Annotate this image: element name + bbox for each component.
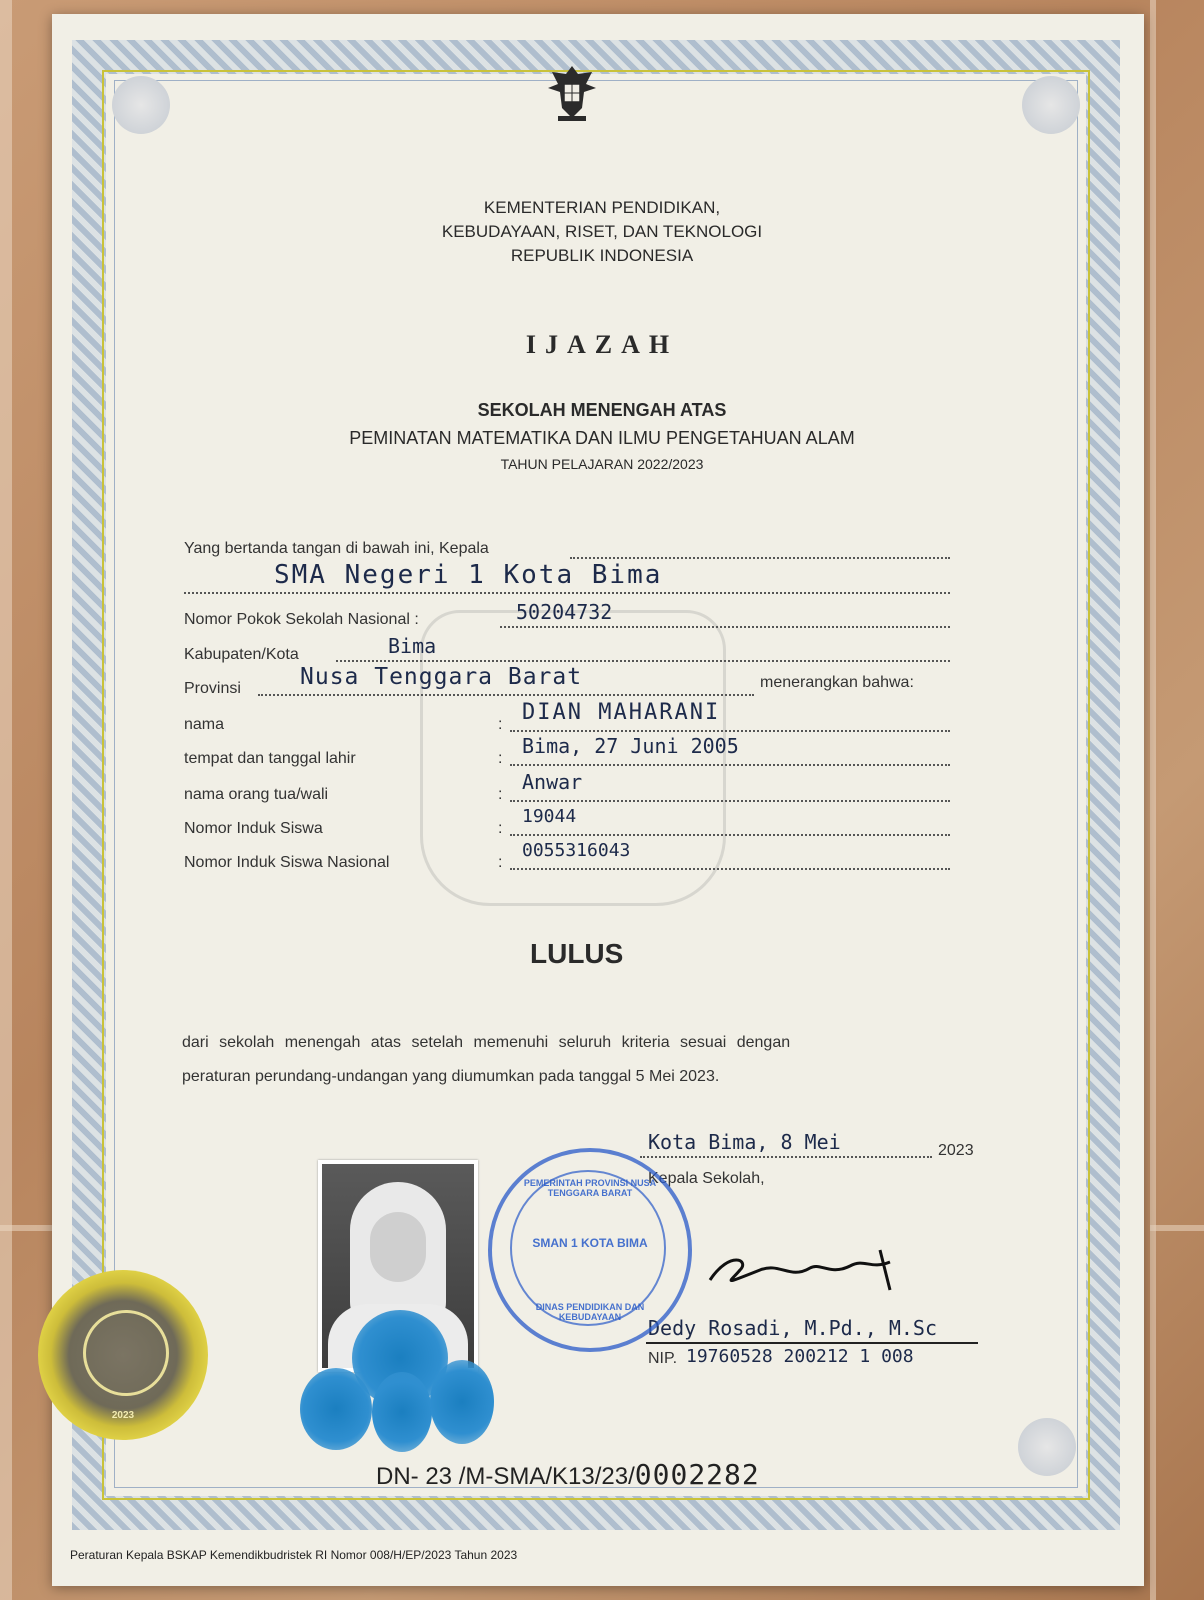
dotted-line <box>640 1156 932 1158</box>
serial-number <box>376 1458 760 1491</box>
nisn-value: 0055316043 <box>522 840 631 861</box>
colon: : <box>498 750 503 767</box>
handwritten-signature <box>690 1240 930 1300</box>
colon: : <box>498 786 503 803</box>
nisn-label: Nomor Induk Siswa Nasional <box>184 854 390 871</box>
statement-text: menerangkan bahwa: <box>760 674 914 691</box>
name-underline <box>646 1342 978 1344</box>
serial-digits: 0002282 <box>634 1458 760 1491</box>
ministry-line-3: REPUBLIK INDONESIA <box>510 246 694 265</box>
nip-value: 19760528 200212 1 008 <box>686 1346 914 1367</box>
dotted-line <box>510 764 950 766</box>
dotted-line <box>184 592 950 594</box>
garuda-emblem-icon <box>542 62 602 124</box>
academic-year: TAHUN PELAJARAN 2022/2023 <box>500 456 704 472</box>
fingerprint-mark <box>430 1360 494 1444</box>
province-label: Provinsi <box>184 680 241 697</box>
tut-wuri-handayani-watermark <box>420 610 726 906</box>
graduation-status: LULUS <box>530 938 624 969</box>
program-name: PEMINATAN MATEMATIKA DAN ILMU PENGETAHUAN ALAM <box>349 428 855 448</box>
school-level: SEKOLAH MENENGAH ATAS <box>477 400 727 420</box>
principal-role: Kepala Sekolah, <box>648 1170 765 1187</box>
nip-label: NIP. <box>648 1350 678 1367</box>
dotted-line <box>510 730 950 732</box>
dotted-line <box>510 868 950 870</box>
dotted-line <box>510 800 950 802</box>
tile-grout-right-h <box>1150 1225 1204 1231</box>
student-name-value: DIAN MAHARANI <box>522 700 721 725</box>
colon: : <box>498 716 503 733</box>
school-name-value: SMA Negeri 1 Kota Bima <box>274 560 663 590</box>
dotted-line <box>336 660 950 662</box>
city-label: Kabupaten/Kota <box>184 646 299 663</box>
name-label: nama <box>184 716 225 733</box>
nis-value: 19044 <box>522 806 577 827</box>
nis-label: Nomor Induk Siswa <box>184 820 323 837</box>
tile-grout-left-h <box>0 1225 60 1231</box>
province-value: Nusa Tenggara Barat <box>300 664 583 690</box>
npsn-label: Nomor Pokok Sekolah Nasional : <box>184 611 419 628</box>
gold-hologram-seal <box>38 1270 208 1440</box>
corner-ornament-top-right <box>1022 76 1080 134</box>
colon: : <box>498 820 503 837</box>
birth-label: tempat dan tanggal lahir <box>184 750 356 767</box>
fingerprint-mark <box>372 1372 432 1452</box>
parent-value: Anwar <box>522 770 583 794</box>
parent-label: nama orang tua/wali <box>184 786 329 803</box>
dotted-line <box>510 834 950 836</box>
dotted-line <box>258 694 754 696</box>
stamp-bottom-text: DINAS PENDIDIKAN DAN KEBUDAYAAN <box>535 1302 645 1322</box>
npsn-value: 50204732 <box>516 600 613 624</box>
fingerprint-mark <box>300 1368 372 1450</box>
stamp-top-text: PEMERINTAH PROVINSI NUSA TENGGARA BARAT <box>523 1178 657 1198</box>
dotted-line <box>500 626 950 628</box>
result-paragraph-line-2: peraturan perundang-undangan yang diumumkan pada tanggal 5 Mei 2023. <box>182 1068 720 1085</box>
regulation-footer: Peraturan Kepala BSKAP Kemendikbudristek RI Nomor 008/H/EP/2023 Tahun 2023 <box>70 1548 518 1562</box>
birth-value: Bima, 27 Juni 2005 <box>522 734 739 758</box>
corner-ornament-top-left <box>112 76 170 134</box>
stamp-center-text: SMAN 1 KOTA BIMA <box>532 1236 648 1250</box>
result-paragraph-line-1: dari sekolah menengah atas setelah memenuhi seluruh kriteria sesuai dengan <box>182 1034 791 1051</box>
serial-prefix: DN- 23 /M-SMA/K13/23/ <box>376 1463 635 1490</box>
colon: : <box>498 854 503 871</box>
corner-ornament-bottom-right <box>1018 1418 1076 1476</box>
city-value: Bima <box>388 634 437 658</box>
sign-place-date: Kota Bima, 8 Mei <box>648 1130 841 1154</box>
ministry-line-2: KEBUDAYAAN, RISET, DAN TEKNOLOGI <box>441 222 763 241</box>
dotted-line <box>570 557 950 559</box>
head-label: Yang bertanda tangan di bawah ini, Kepala <box>184 540 489 557</box>
seal-year: 2023 <box>111 1410 135 1421</box>
sign-year: 2023 <box>938 1142 974 1159</box>
principal-name: Dedy Rosadi, M.Pd., M.Sc <box>648 1316 937 1340</box>
document-title: IJAZAH <box>525 330 679 359</box>
school-stamp <box>488 1148 692 1352</box>
ministry-line-1: KEMENTERIAN PENDIDIKAN, <box>483 198 721 217</box>
